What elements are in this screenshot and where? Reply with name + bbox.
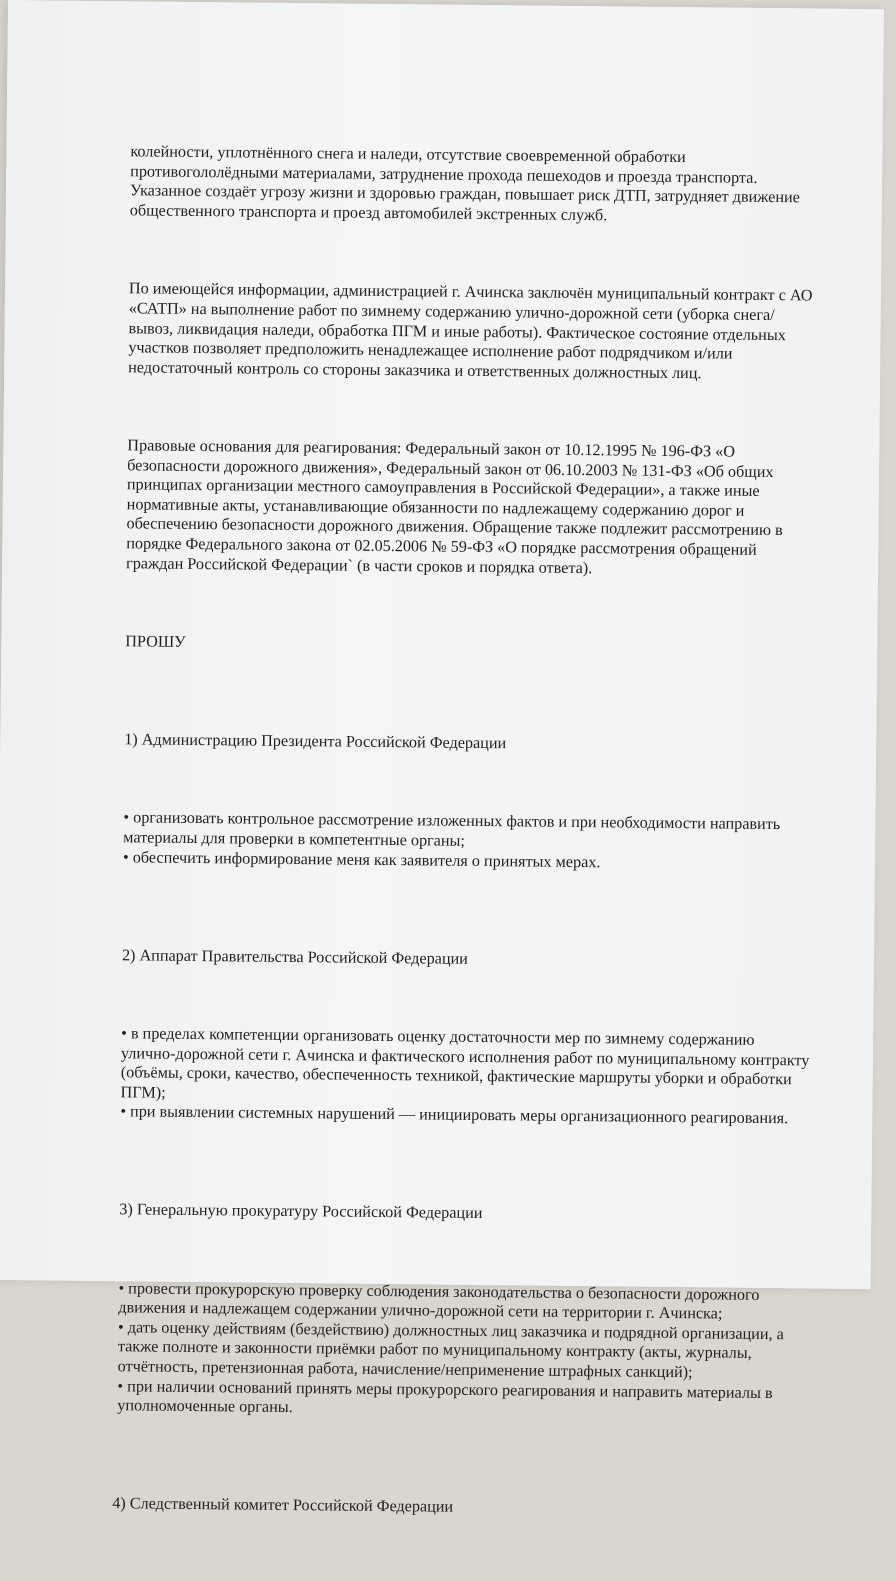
paragraph-contract: По имеющейся информации, администрацией г. Ачинска заключён муниципальный контракт с АО «САТП» на выполнение работ по зимнему содержанию улично-дорожной сети (уборка снега/вывоз, ликвидация наледи, обработка ПГМ и иные работы). Фактическое состояние отдельных участков позволяет предположить ненадлежащее исполнение работ подрядчиком и/или недостаточный контроль со стороны заказчика и ответственных должностных лиц. xyxy=(128,279,817,383)
section-items-1: • организовать контрольное рассмотрение изложенных фактов и при необходимости направить материалы для проверки в компетентные органы; • обеспечить информирование меня как заявителя о принятых мерах. xyxy=(122,808,785,871)
section-items-3: • провести прокурорскую проверку соблюдения законодательства о безопасности дорожного движения и надлежащем содержании улично-дорожной сети на территории г. Ачинска; • дать оценку действиям (бездействию) должностных лиц заказчика и подрядной организации, а также полноте и законности приёмки работ по муниципальному контракту (акты, журналы, отчётность, претензионная работа, начисление/неприменение штрафных санкций); • при наличии оснований принять меры прокурорского реагирования и направить материалы в уполномоченные органы. xyxy=(117,1278,788,1417)
section-title-1: 1) Администрацию Президента Российской Федерации xyxy=(124,730,507,753)
request-heading: ПРОШУ xyxy=(125,632,186,651)
section-title-3: 3) Генеральную прокуратуру Российской Федерации xyxy=(119,1200,483,1223)
section-items-2: • в пределах компетенции организовать оценку достаточности мер по зимнему содержанию улично-дорожной сети г. Ачинска и фактического исполнения работ по муниципальному контракту (объёмы, сроки, качество, обеспеченность техникой, фактические маршруты уборки и обработки ПГМ); • при выявлении системных нарушений — инициировать меры организационного реагирования. xyxy=(120,1024,814,1128)
paragraph-road-condition: колейности, уплотнённого снега и наледи, отсутствие своевременной обработки противогололёдными материалами, затруднение прохода пешеходов и проезда транспорта. Указанное создаёт угрозу жизни и здоровью граждан, повышает риск ДТП, затрудняет движение общественного транспорта и проезд автомобилей экстренных служб. xyxy=(129,142,805,225)
document-body xyxy=(112,103,821,1580)
section-title-4: 4) Следственный комитет Российской Федерации xyxy=(112,1494,454,1516)
section-title-2: 2) Аппарат Правительства Российской Федерации xyxy=(121,945,468,968)
paragraph-legal-basis: Правовые основания для реагирования: Федеральный закон от 10.12.1995 № 196-ФЗ «О безопасности дорожного движения», Федеральный закон от 06.10.2003 № 131-ФЗ «Об общих принципах организации местного самоуправления в Российской Федерации», а также иные нормативные акты, устанавливающие обязанности по надлежащему содержанию дорог и обеспечению безопасности дорожного движения. Обращение также подлежит рассмотрению в порядке Федерального закона от 02.05.2006 № 59-ФЗ «О порядке рассмотрения обращений граждан Российской Федерации` (в части сроков и порядка ответа). xyxy=(126,436,787,577)
